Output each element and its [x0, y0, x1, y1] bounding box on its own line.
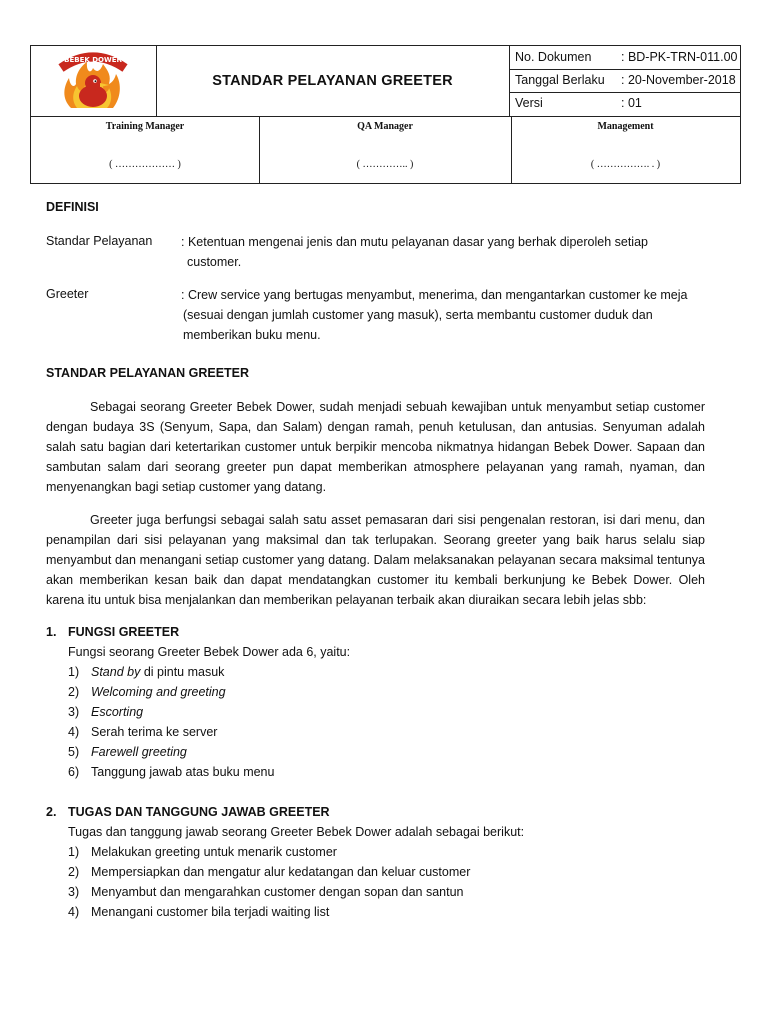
list-item	[68, 862, 470, 882]
section-number: 1.	[46, 625, 57, 639]
section-intro: Tugas dan tanggung jawab seorang Greeter Bebek Dower adalah sebagai berikut:	[68, 825, 525, 839]
section-title-tugas	[46, 805, 330, 819]
paragraph: Greeter juga berfungsi sebagai salah satu asset pemasaran dari sisi pengenalan restoran, isi dari menu, dan penampilan dari sisi pelayanan yang maksimal dan tak terlupakan. Seorang greeter yang baik harus selalu siap menyambut dan menangani setiap customer yang datang. Dalam melaksanakan pelayanan secara maksimal tentunya akan memberikan kesan baik dan dapat mendatangkan customer itu kembali berkunjung ke Bebek Dower. Oleh karena itu untuk bisa menjalankan dan memberikan pelayanan terbaik akan diuraikan secara lebih jelas sbb:	[46, 513, 705, 607]
list-text: Serah terima ke server	[91, 725, 218, 739]
document-title: STANDAR PELAYANAN GREETER	[156, 46, 510, 116]
approval-management	[511, 117, 740, 183]
fungsi-list	[68, 662, 274, 782]
approval-role: Training Manager	[105, 121, 185, 132]
list-text: di pintu masuk	[140, 665, 225, 679]
list-text-italic: Stand by	[91, 665, 141, 679]
bebek-dower-logo	[31, 46, 156, 116]
list-text: Menangani customer bila terjadi waiting list	[91, 905, 330, 919]
list-number: 3)	[68, 705, 80, 719]
list-item	[68, 902, 470, 922]
meta-row-no-dokumen	[509, 46, 740, 70]
approval-role: Management	[597, 121, 654, 132]
meta-value: : BD-PK-TRN-011.00	[621, 50, 738, 64]
approval-training-manager	[31, 117, 260, 183]
approval-qa-manager	[259, 117, 512, 183]
signature-line: ( ……………. . )	[590, 159, 661, 170]
section-title-text: FUNGSI GREETER	[68, 625, 180, 639]
list-item	[68, 842, 470, 862]
definition-line: customer.	[187, 255, 242, 269]
signature-line: ( ………….. )	[356, 159, 414, 170]
list-text: Tanggung jawab atas buku menu	[91, 765, 275, 779]
definition-term: Greeter	[46, 287, 89, 301]
meta-row-versi	[509, 92, 740, 116]
definition-line: : Ketentuan mengenai jenis dan mutu pelayanan dasar yang berhak diperoleh setiap	[181, 235, 648, 249]
list-text: Melakukan greeting untuk menarik customer	[91, 845, 337, 859]
list-number: 1)	[68, 845, 80, 859]
paragraph: Sebagai seorang Greeter Bebek Dower, sudah menjadi sebuah kewajiban untuk menyambut setiap customer dengan budaya 3S (Senyum, Sapa, dan Salam) dengan ramah, penuh ketulusan, dan antusias. Senyuman adalah salah satu bagian dari ketertarikan customer untuk berpikir mencoba nikmatnya hidangan Bebek Dower. Sapaan dan sambutan salam dari seorang greeter pun dapat memberikan atmosphere pelayanan yang ramah, nyaman, dan menyenangkan bagi setiap customer yang datang.	[46, 400, 705, 494]
approval-role: QA Manager	[357, 121, 413, 132]
definition-line: memberikan buku menu.	[183, 328, 321, 342]
meta-label: No. Dokumen	[515, 50, 592, 64]
list-number: 5)	[68, 745, 80, 759]
meta-label: Versi	[515, 96, 543, 110]
list-item	[68, 762, 274, 782]
list-item	[68, 662, 274, 682]
meta-value: : 20-November-2018	[621, 73, 736, 87]
list-item	[68, 682, 274, 702]
meta-row-tanggal-berlaku	[509, 69, 740, 93]
list-text: Mempersiapkan dan mengatur alur kedatangan dan keluar customer	[91, 865, 471, 879]
standar-heading: STANDAR PELAYANAN GREETER	[46, 366, 250, 380]
definition-text	[181, 285, 699, 345]
list-item	[68, 882, 470, 902]
section-number: 2.	[46, 805, 57, 819]
definition-line: (sesuai dengan jumlah customer yang masuk), serta membantu customer duduk dan	[183, 308, 653, 322]
svg-text:BEBEK DOWER: BEBEK DOWER	[64, 56, 122, 64]
definition-text	[181, 232, 699, 272]
document-header-table	[30, 45, 741, 117]
list-text-italic: Welcoming and greeting	[91, 685, 226, 699]
list-item	[68, 722, 274, 742]
definition-line: : Crew service yang bertugas menyambut, menerima, dan mengantarkan customer ke meja	[181, 288, 688, 302]
list-item	[68, 742, 274, 762]
signature-line: ( ……………… )	[109, 159, 181, 170]
list-number: 4)	[68, 905, 80, 919]
list-item	[68, 702, 274, 722]
list-number: 3)	[68, 885, 80, 899]
logo-cell	[31, 46, 157, 116]
definition-term: Standar Pelayanan	[46, 234, 153, 248]
list-number: 4)	[68, 725, 80, 739]
document-meta	[509, 46, 740, 116]
list-text: Menyambut dan mengarahkan customer dengan sopan dan santun	[91, 885, 464, 899]
approval-table	[30, 117, 741, 184]
list-number: 2)	[68, 865, 80, 879]
section-intro: Fungsi seorang Greeter Bebek Dower ada 6, yaitu:	[68, 645, 351, 659]
list-text-italic: Farewell greeting	[91, 745, 187, 759]
list-text-italic: Escorting	[91, 705, 144, 719]
list-number: 2)	[68, 685, 80, 699]
tugas-list	[68, 842, 470, 922]
meta-label: Tanggal Berlaku	[515, 73, 605, 87]
meta-value: : 01	[621, 96, 642, 110]
list-number: 1)	[68, 665, 80, 679]
list-number: 6)	[68, 765, 80, 779]
section-title-text: TUGAS DAN TANGGUNG JAWAB GREETER	[68, 805, 330, 819]
section-title-fungsi	[46, 625, 179, 639]
definisi-heading: DEFINISI	[46, 200, 99, 214]
